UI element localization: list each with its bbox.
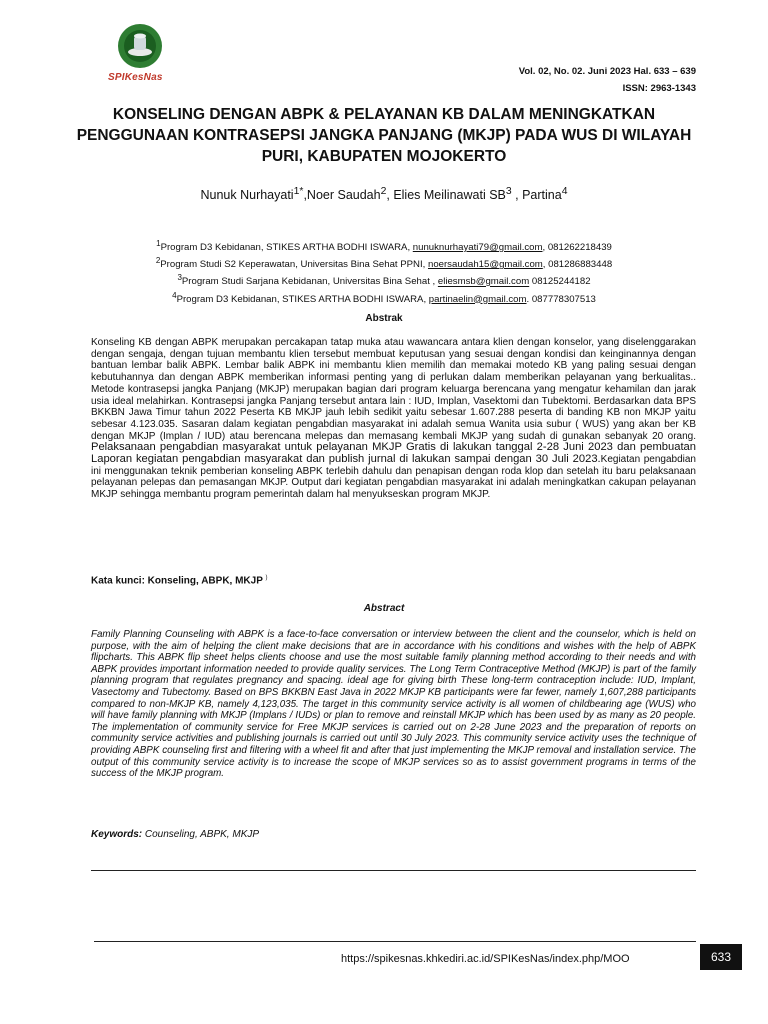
- keywords: [91, 829, 259, 840]
- kata-kunci-sup: ): [265, 575, 268, 581]
- issn-line: ISSN: 2963-1343: [622, 83, 696, 94]
- section-divider: [91, 870, 696, 871]
- author-3: , Elies Meilinawati SB: [386, 188, 506, 203]
- affiliation-text: Program Studi S2 Keperawatan, Universitas Bina Sehat PPNI,: [160, 259, 428, 271]
- kata-kunci: [91, 575, 267, 586]
- affiliation-2: [60, 254, 708, 271]
- affiliation-text: Program Studi Sarjana Kebidanan, Universitas Bina Sehat ,: [181, 276, 438, 288]
- footer-divider: [94, 941, 696, 942]
- email-link[interactable]: partinaelin@gmail.com: [428, 293, 527, 305]
- affiliation-3: [60, 271, 708, 288]
- paper-title: KONSELING DENGAN ABPK & PELAYANAN KB DALAM MENINGKATKAN PENGGUNAAN KONTRASEPSI JANGKA PANJANG (MKJP) PADA WUS DI WILAYAH PURI, KABUPATEN MOJOKERTO: [76, 106, 692, 165]
- abstrak-body: [91, 337, 696, 501]
- author-1-sup: 1*: [293, 186, 304, 197]
- abstrak-part-3: Kegiatan pengabdian ini menggunakan teknik pemberian konseling ABPK terlebih dahulu dan penapisan dengan roda klop dan setelah itu baru pelaksanaan pelayanan pelepas dan pemasangan MKJP. Output dari kegiatan pengabdian masyarakat ini adalah meningkatkan cakupan pelayanan MKJP sehingga membantu program pemerintah dalam hal menyukseskan program MKJP.: [91, 454, 696, 501]
- affiliation-phone: 08125244182: [529, 276, 591, 288]
- email-link[interactable]: eliesmsb@gmail.com: [437, 276, 530, 288]
- page-number: 633: [700, 944, 742, 970]
- volume-line: Vol. 02, No. 02. Juni 2023 Hal. 633 – 639: [518, 66, 696, 77]
- author-2: ,Noer Saudah: [303, 188, 381, 203]
- affiliations: [60, 237, 708, 306]
- author-4-sup: 4: [561, 186, 568, 197]
- affiliation-4: [60, 289, 708, 306]
- volume-info: [519, 63, 696, 97]
- affiliation-num: 2: [155, 256, 161, 266]
- affiliation-phone: , 081286883448: [542, 259, 613, 271]
- email-link[interactable]: nunuknurhayati79@gmail.com: [412, 242, 543, 254]
- affiliation-1: [60, 237, 708, 254]
- affiliation-num: 1: [156, 239, 161, 248]
- abstract-heading: Abstract: [363, 603, 405, 614]
- abstrak-part-1: Konseling KB dengan ABPK merupakan percakapan tatap muka atau wawancara antara klien dengan konselor, yang diselenggarakan dengan sengaja, dengan tujuan membantu klien tersebut membuat keputusan yang sesuai dengan kondisi dan keinginannya dengan bantuan lembar balik ABPK. Lembar balik ABPK ini membantu klien memilih dan memakai motedo KB yang paling sesuai dengan kebutuhannya dan dengan ABPK memberikan informasi penting yang di perlukan dalam memberikan pelayanan yang berkualitas.. Metode kontrasepsi jangka Panjang (MKJP) merupakan bagian dari program keluarga berencana yang mengatur kehamilan dan jarak usia ideal melahirkan. Kontrasepsi jangka Panjang tersebut antara lain : IUD, Implan, Vasektomi dan Tubektomi. Berdasarkan data BPS BKKBN Jawa Timur tahun 2022 Peserta KB MKJP jauh lebih sedikit yaitu sebesar 1.607.288 peserta di banding KB non MKJP yaitu sebesar 4.123.035. Sasaran dalam kegiatan pengabdian masyarakat ini adalah semua Wanita usia subur ( WUS) yang akan ber KB dengan MKJP (Implan / IUD) atau berencana melepas dan memasang kembali MKJP yang sudah di gunakan sebanyak 20 orang.: [91, 337, 696, 442]
- affiliation-num: 4: [172, 290, 177, 300]
- author-3-sup: 3: [505, 186, 512, 197]
- author-4: , Partina: [511, 188, 562, 203]
- affiliation-phone: , 081262218439: [542, 242, 612, 254]
- affiliation-phone: . 087778307513: [526, 293, 596, 305]
- kata-kunci-label: Kata kunci: Konseling, ABPK, MKJP: [91, 575, 263, 587]
- abstrak-part-2: Pelaksanaan pengabdian masyarakat untuk pelayanan MKJP Gratis di lakukan tanggal 2-28 Juni 2023 dan pembuatan Laporan kegiatan pengabdian masyarakat dan publish jurnal di lakukan sampai dengan 30 Juli 2023.: [91, 441, 696, 466]
- abstract-body: Family Planning Counseling with ABPK is a face-to-face conversation or interview between the client and the counselor, which is held on purpose, with the aim of helping the client make decisions that are in accordance with his conditions and wishes with the help of ABPK flipcharts. This ABPK flip sheet helps clients choose and use the most suitable family planning method according to their needs and with ABPK provides important information needed to provide quality services. The Long Term Contraceptive Method (MKJP) is part of the family planning program that regulates pregnancy and spacing. ideal age for giving birth These long-term contraception include: IUD, Implant, Vasectomy and Tubectomy. Based on BPS BKKBN East Java in 2022 MKJP KB participants were far fewer, namely 1,607,288 participants compared to non-MKJP KB, namely 4,123,035. The target in this community service activity is all women of childbearing age (WUS) who will have family planning with MKJP (Implans / IUDs) or plan to remove and reinstall MKJP which has been used by as many as 20 people. The implementation of community service for Free MKJP services is carried out on 2-28 June 2023 and the preparation of reports on community service activities and publishing journals is carried out until 30 July 2023. This community service activity uses the technique of providing ABPK counseling first and filtering with a wheel fit and after that just implementing the MKJP removal and installation service. The output of this community service activity is to increase the scope of MKJP services so as to assist government programs in terms of the success of the MKJP program.: [91, 629, 696, 780]
- author-list: [60, 186, 708, 202]
- keywords-text: Counseling, ABPK, MKJP: [142, 829, 260, 840]
- affiliation-num: 3: [177, 273, 182, 283]
- affiliation-text: Program D3 Kebidanan, STIKES ARTHA BODHI ISWARA,: [160, 242, 413, 254]
- author-2-sup: 2: [380, 186, 387, 197]
- author-1: Nunuk Nurhayati: [200, 188, 294, 203]
- abstrak-heading: Abstrak: [365, 313, 403, 324]
- journal-logo-text: SPIKesNas: [108, 72, 163, 83]
- journal-logo: [100, 22, 180, 94]
- keywords-label: Keywords:: [91, 829, 143, 840]
- email-link[interactable]: noersaudah15@gmail.com: [427, 259, 543, 271]
- footer-url[interactable]: https://spikesnas.khkediri.ac.id/SPIKesNas/index.php/MOO: [341, 953, 630, 965]
- affiliation-text: Program D3 Kebidanan, STIKES ARTHA BODHI ISWARA,: [176, 293, 429, 305]
